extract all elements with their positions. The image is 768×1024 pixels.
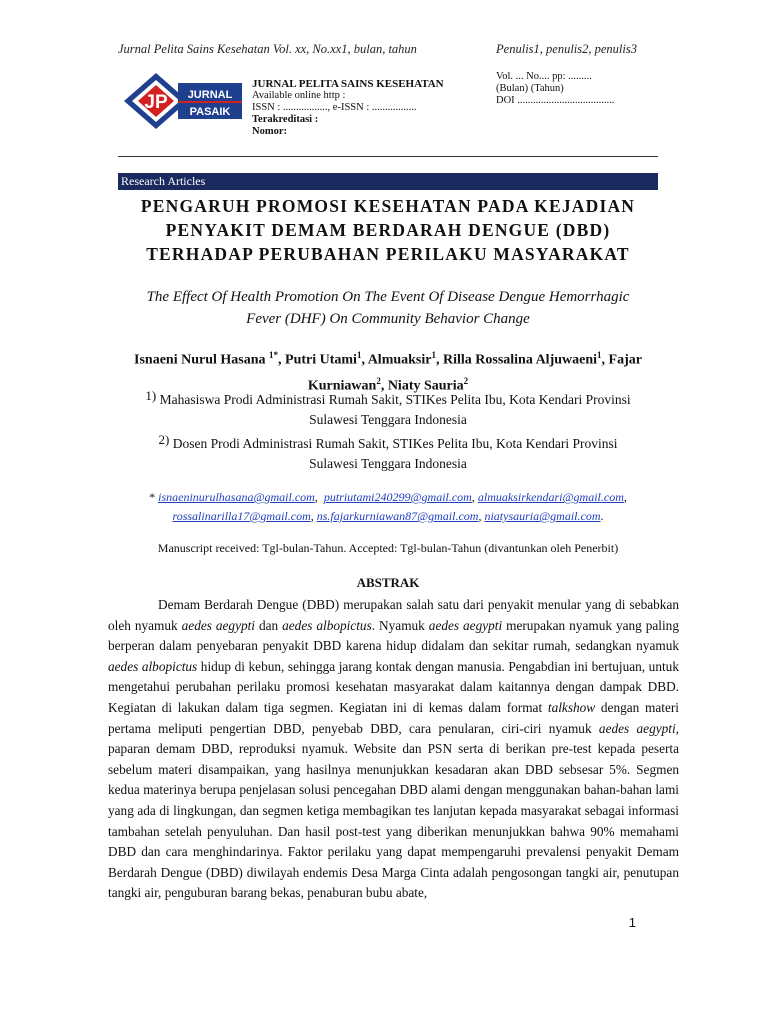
article-title (110, 194, 666, 266)
email-link[interactable]: ns.fajarkurniawan87@gmail.com (316, 509, 479, 523)
volume-number: Vol. ... No.... pp: ......... (496, 71, 592, 82)
journal-issn: ISSN : ................., e-ISSN : ................. (252, 102, 417, 113)
author-name: Almuaksir (367, 352, 432, 368)
author-affiliation-mark: 2 (463, 375, 469, 386)
author-separator: , (601, 352, 609, 368)
logo-line-2: PASAIK (189, 106, 231, 118)
email-marker: * (149, 490, 159, 504)
title-line: PENYAKIT DEMAM BERDARAH DENGUE (DBD) (165, 220, 611, 240)
logo-line-1: JURNAL (187, 89, 233, 101)
title-line: TERHADAP PERUBAHAN PERILAKU MASYARAKAT (146, 244, 630, 264)
volume-doi: DOI ..................................... (496, 95, 615, 106)
logo-initials: JP (144, 92, 168, 113)
author-affiliation-mark: 1 (356, 350, 362, 360)
author-name: Fajar Kurniawan (307, 352, 642, 394)
author-emails: * isnaeninurulhasana@gmail.com, putriutami240299@gmail.com, almuaksirkendari@gmail.com, rossalinarilla17@gmail.com, ns.fajarkurniawan87@gmail.com, niatysauria@gmail.com. (149, 490, 627, 523)
email-link[interactable]: niatysauria@gmail.com (484, 509, 601, 523)
journal-accreditation: Terakreditasi : (252, 114, 319, 125)
email-link[interactable]: putriutami240299@gmail.com (323, 490, 472, 504)
affiliation-text: Sulawesi Tenggara Indonesia (309, 412, 467, 427)
author-affiliation-mark: 1 (597, 350, 602, 360)
manuscript-dates: Manuscript received: Tgl-bulan-Tahun. Accepted: Tgl-bulan-Tahun (divantunkan oleh Penerbit) (157, 541, 619, 555)
journal-info (252, 78, 444, 138)
abstract-body: Demam Berdarah Dengue (DBD) merupakan salah satu dari penyakit menular yang di sebabkan oleh nyamuk aedes aegypti dan aedes albopictus. Nyamuk aedes aegypti merupakan nyamuk yang paling berperan dalam penyebaran penyakit DBD karena hidup didalam dan sekitar rumah, sedangkan nyamuk aedes albopictus hidup di kebun, sehingga jarang kontak dengan manusia. Pengabdian ini bertujuan, untuk mengetahui perubahan perilaku promosi kesehatan masyarakat dalam kaitannya dengan dampak DBD. Kegiatan di lakukan dalam tiga segmen. Kegiatan ini di kemas dalam format talkshow dengan materi pertama meliputi pengertian DBD, penyebab DBD, cara penularan, ciri-ciri nyamuk aedes aegypti, paparan demam DBD, reproduksi nyamuk. Website dan PSN serta di berikan pre-test kepada peserta sebelum materi disampaikan, yang hasilnya menunjukkan kesadaran akan DBD sebsesar 5%. Segmen kedua materinya berupa penjelasan solusi pencegahan DBD alami dengan menggunakan bahan-bahan lami yang ada di lingkungan, dan segmen ketiga membagikan tes lanjutan kepada masyarakat sebagai informasi tambahan setelah penyuluhan. Dan hasil post-test yang diberikan menunjukkan bahwa 90% memahami DBD dan cara menghindarinya. Faktor perilaku yang dapat mempengaruhi prevalensi penyakit Demam Berdarah Dengue (DBD) diwilayah endemis Desa Marga Cinta adalah pengosongan tangki air, penutupan tangki air, penguburan barang bekas, penaburan bubu abate, (108, 597, 679, 901)
subtitle-line: Fever (DHF) On Community Behavior Change (246, 311, 530, 327)
page-number: 1 (628, 915, 636, 930)
abstract-heading: ABSTRAK (356, 575, 420, 590)
author-name: Niaty Sauria (387, 378, 464, 394)
author-separator: , (361, 352, 368, 368)
title-line: PENGARUH PROMOSI KESEHATAN PADA KEJADIAN (140, 196, 636, 216)
author-separator: , (380, 378, 388, 394)
author-name: Rilla Rossalina Aljuwaeni (442, 352, 598, 368)
author-name: Isnaeni Nurul Hasana (134, 352, 270, 368)
email-link[interactable]: almuaksirkendari@gmail.com (477, 490, 624, 504)
volume-info (496, 71, 614, 107)
masthead-rule (118, 156, 658, 157)
author-separator: , (435, 352, 443, 368)
affiliation-text: Dosen Prodi Administrasi Rumah Sakit, STIKes Pelita Ibu, Kota Kendari Provinsi (169, 436, 618, 451)
article-subtitle (108, 286, 668, 330)
journal-logo (118, 71, 246, 131)
affiliation-1 (112, 386, 664, 430)
volume-date: (Bulan) (Tahun) (496, 83, 564, 94)
author-name: Putri Utami (285, 352, 357, 368)
email-link[interactable]: isnaeninurulhasana@gmail.com (158, 490, 315, 504)
affiliation-mark: 1) (145, 388, 157, 403)
affiliation-mark: 2) (158, 432, 170, 447)
author-separator: , (278, 352, 286, 368)
journal-number: Nomor: (252, 126, 287, 137)
subtitle-line: The Effect Of Health Promotion On The Event Of Disease Dengue Hemorrhagic (146, 289, 630, 305)
affiliation-text: Mahasiswa Prodi Administrasi Rumah Sakit, STIKes Pelita Ibu, Kota Kendari Provinsi (156, 392, 631, 407)
email-link[interactable]: rossalinarilla17@gmail.com (172, 509, 311, 523)
author-affiliation-mark: 1 (431, 350, 436, 360)
journal-online: Available online http : (252, 90, 346, 101)
author-affiliation-mark: 2 (376, 375, 381, 386)
masthead (118, 66, 658, 156)
running-head-journal: Jurnal Pelita Sains Kesehatan Vol. xx, No.xx1, bulan, tahun (118, 42, 417, 56)
affiliation-text: Sulawesi Tenggara Indonesia (309, 456, 467, 471)
affiliation-2 (112, 430, 664, 474)
article-type-banner: Research Articles (118, 173, 658, 190)
running-head-authors: Penulis1, penulis2, penulis3 (496, 42, 637, 56)
journal-name: JURNAL PELITA SAINS KESEHATAN (252, 78, 444, 90)
author-affiliation-mark: 1* (269, 350, 279, 360)
